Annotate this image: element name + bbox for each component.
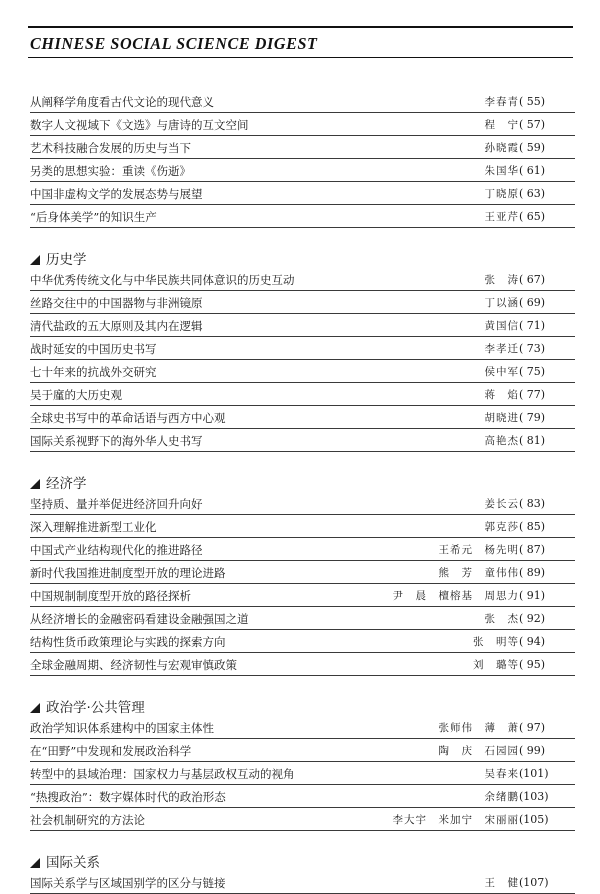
section-heading — [30, 466, 575, 492]
toc-entry[interactable] — [30, 205, 575, 228]
section-spacer — [30, 452, 575, 466]
entry-author: 程 宁 — [484, 119, 519, 131]
entry-page: ( 73) — [519, 342, 546, 355]
toc-entry[interactable] — [30, 561, 575, 584]
entry-title: 吴于廑的大历史观 — [30, 388, 122, 402]
entry-page: ( 89) — [519, 566, 546, 579]
toc-entry[interactable] — [30, 406, 575, 429]
entry-page: ( 91) — [519, 589, 546, 602]
entry-page: ( 99) — [519, 744, 546, 757]
toc-entry[interactable] — [30, 268, 575, 291]
toc-entry[interactable] — [30, 739, 575, 762]
journal-title: CHINESE SOCIAL SCIENCE DIGEST — [30, 34, 318, 53]
entry-page: (105) — [519, 813, 549, 826]
entry-title: 艺术科技融合发展的历史与当下 — [30, 141, 191, 155]
entry-page: ( 95) — [519, 658, 546, 671]
entry-author: 侯中军 — [484, 366, 519, 378]
entry-page: ( 77) — [519, 388, 546, 401]
section-heading — [30, 845, 575, 871]
section-heading-text: 经济学 — [46, 476, 87, 492]
entry-page: ( 87) — [519, 543, 546, 556]
toc-entry[interactable] — [30, 337, 575, 360]
entry-title: 国际关系学与区域国别学的区分与链接 — [30, 876, 226, 890]
entry-page: ( 59) — [519, 141, 546, 154]
entry-page: (101) — [519, 767, 549, 780]
entry-title: “热搜政治”：数字媒体时代的政治形态 — [30, 790, 226, 804]
toc-entry[interactable] — [30, 871, 575, 894]
entry-title: 政治学知识体系建构中的国家主体性 — [30, 721, 214, 735]
toc-entry[interactable] — [30, 383, 575, 406]
toc-entry[interactable] — [30, 584, 575, 607]
entry-title: 中华优秀传统文化与中华民族共同体意识的历史互动 — [30, 273, 295, 287]
toc-entry[interactable] — [30, 360, 575, 383]
entry-page: ( 61) — [519, 164, 546, 177]
entry-page: ( 83) — [519, 497, 546, 510]
toc-entry[interactable] — [30, 716, 575, 739]
entry-title: 从经济增长的金融密码看建设金融强国之道 — [30, 612, 249, 626]
entry-page: ( 79) — [519, 411, 546, 424]
entry-page: (103) — [519, 790, 549, 803]
entry-title: 另类的思想实验：重读《伤逝》 — [30, 164, 191, 178]
section-spacer — [30, 676, 575, 690]
entry-author: 郭克莎 — [484, 521, 519, 533]
entry-page: ( 75) — [519, 365, 546, 378]
toc-entry[interactable] — [30, 113, 575, 136]
entry-title: 结构性货币政策理论与实践的探索方向 — [30, 635, 226, 649]
entry-page: ( 92) — [519, 612, 546, 625]
entry-title: 深入理解推进新型工业化 — [30, 520, 157, 534]
section-spacer — [30, 831, 575, 845]
entry-author: 蒋 焰 — [484, 389, 519, 401]
entry-author: 李孝迁 — [484, 343, 519, 355]
toc-entry[interactable] — [30, 630, 575, 653]
toc-entry[interactable] — [30, 538, 575, 561]
entry-author: 尹 晨 檀榕基 周思力 — [392, 590, 519, 602]
toc-entry[interactable] — [30, 90, 575, 113]
triangle-icon — [30, 858, 40, 868]
entry-author: 李春青 — [484, 96, 519, 108]
entry-author: 高艳杰 — [484, 435, 519, 447]
entry-page: (107) — [519, 876, 549, 889]
toc-entry[interactable] — [30, 314, 575, 337]
toc-entry[interactable] — [30, 492, 575, 515]
entry-title: 转型中的县域治理：国家权力与基层政权互动的视角 — [30, 767, 295, 781]
entry-page: ( 69) — [519, 296, 546, 309]
entry-title: 战时延安的中国历史书写 — [30, 342, 157, 356]
entry-page: ( 81) — [519, 434, 546, 447]
entry-author: 熊 芳 童伟伟 — [438, 567, 519, 579]
triangle-icon — [30, 703, 40, 713]
entry-author: 吴春来 — [484, 768, 519, 780]
entry-author: 张 杰 — [484, 613, 519, 625]
toc-entry[interactable] — [30, 762, 575, 785]
section-heading — [30, 242, 575, 268]
entry-author: 丁以涵 — [484, 297, 519, 309]
entry-author: 陶 庆 石园园 — [438, 745, 519, 757]
entry-title: 数字人文视域下《文选》与唐诗的互文空间 — [30, 118, 249, 132]
entry-title: 从阐释学角度看古代文论的现代意义 — [30, 95, 214, 109]
section-spacer — [30, 228, 575, 242]
toc-entry[interactable] — [30, 429, 575, 452]
toc-entry[interactable] — [30, 785, 575, 808]
entry-page: ( 97) — [519, 721, 546, 734]
entry-author: 王 健 — [484, 877, 519, 889]
section-heading-text: 历史学 — [46, 252, 87, 268]
entry-author: 孙晓霞 — [484, 142, 519, 154]
entry-title: 清代盐政的五大原则及其内在逻辑 — [30, 319, 203, 333]
entry-title: 中国规制制度型开放的路径探析 — [30, 589, 191, 603]
entry-title: 国际关系视野下的海外华人史书写 — [30, 434, 203, 448]
entry-title: 丝路交往中的中国器物与非洲镜原 — [30, 296, 203, 310]
entry-author: 丁晓原 — [484, 188, 519, 200]
triangle-icon — [30, 255, 40, 265]
entry-author: 王亚芹 — [484, 211, 519, 223]
entry-author: 张 明等 — [473, 636, 519, 648]
journal-header — [28, 26, 573, 58]
entry-title: 全球史书写中的革命话语与西方中心观 — [30, 411, 226, 425]
entry-title: 新时代我国推进制度型开放的理论进路 — [30, 566, 226, 580]
section-heading-text: 国际关系 — [46, 855, 100, 871]
entry-title: 社会机制研究的方法论 — [30, 813, 145, 827]
entry-page: ( 63) — [519, 187, 546, 200]
entry-author: 张 涛 — [484, 274, 519, 286]
toc-entry[interactable] — [30, 182, 575, 205]
entry-title: 中国式产业结构现代化的推进路径 — [30, 543, 203, 557]
toc-entry[interactable] — [30, 136, 575, 159]
entry-page: ( 85) — [519, 520, 546, 533]
toc-entry[interactable] — [30, 159, 575, 182]
triangle-icon — [30, 479, 40, 489]
entry-title: 七十年来的抗战外交研究 — [30, 365, 157, 379]
entry-title: “后身体美学”的知识生产 — [30, 210, 157, 224]
entry-author: 张师伟 薄 萧 — [438, 722, 519, 734]
entry-page: ( 55) — [519, 95, 546, 108]
toc-entry[interactable] — [30, 607, 575, 630]
entry-author: 李大宇 米加宁 宋丽丽 — [392, 814, 519, 826]
entry-page: ( 71) — [519, 319, 546, 332]
entry-page: ( 65) — [519, 210, 546, 223]
entry-title: 坚持质、量并举促进经济回升向好 — [30, 497, 203, 511]
section-heading — [30, 690, 575, 716]
toc-entry[interactable] — [30, 653, 575, 676]
entry-author: 余绪鹏 — [484, 791, 519, 803]
entry-page: ( 67) — [519, 273, 546, 286]
entry-author: 黄国信 — [484, 320, 519, 332]
entry-author: 姜长云 — [484, 498, 519, 510]
section-heading-text: 政治学·公共管理 — [46, 700, 145, 716]
entry-author: 朱国华 — [484, 165, 519, 177]
entry-author: 刘 璐等 — [473, 659, 519, 671]
entry-page: ( 57) — [519, 118, 546, 131]
entry-author: 王希元 杨先明 — [438, 544, 519, 556]
entry-author: 胡晓进 — [484, 412, 519, 424]
table-of-contents — [30, 90, 575, 894]
toc-entry[interactable] — [30, 515, 575, 538]
entry-title: 全球金融周期、经济韧性与宏观审慎政策 — [30, 658, 237, 672]
entry-title: 在“田野”中发现和发展政治科学 — [30, 744, 192, 758]
entry-page: ( 94) — [519, 635, 546, 648]
entry-title: 中国非虚构文学的发展态势与展望 — [30, 187, 203, 201]
toc-entry[interactable] — [30, 808, 575, 831]
toc-entry[interactable] — [30, 291, 575, 314]
